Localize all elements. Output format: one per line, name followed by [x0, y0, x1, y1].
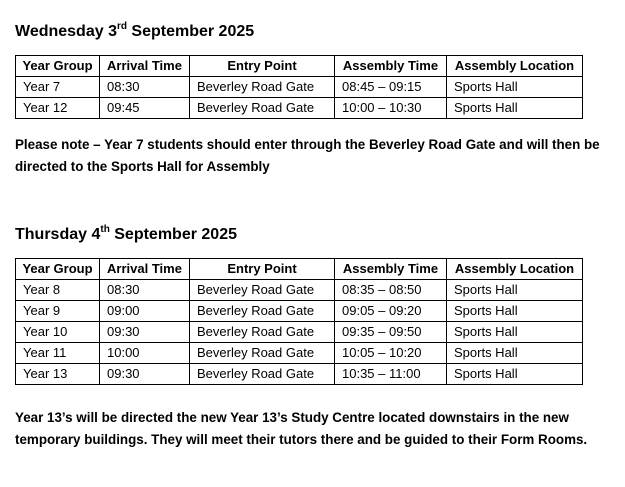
year-group-cell: Year 10	[16, 322, 100, 343]
day2-schedule-table	[15, 258, 583, 385]
column-header: Assembly Time	[335, 259, 447, 280]
assembly-location-cell: Sports Hall	[447, 364, 583, 385]
entry-point-cell: Beverley Road Gate	[190, 343, 335, 364]
day1-note: Please note – Year 7 students should enter through the Beverley Road Gate and will then be directed to the Sports Hall for Assembly	[15, 137, 600, 174]
arrival-time-cell: 09:45	[100, 98, 190, 119]
day1-schedule-table	[15, 55, 583, 119]
assembly-location-cell: Sports Hall	[447, 343, 583, 364]
entry-point-cell: Beverley Road Gate	[190, 322, 335, 343]
year-group-cell: Year 7	[16, 77, 100, 98]
entry-point-cell: Beverley Road Gate	[190, 98, 335, 119]
column-header: Year Group	[16, 259, 100, 280]
assembly-location-cell: Sports Hall	[447, 77, 583, 98]
year-group-cell: Year 12	[16, 98, 100, 119]
column-header: Entry Point	[190, 56, 335, 77]
assembly-location-cell: Sports Hall	[447, 301, 583, 322]
year-group-cell: Year 11	[16, 343, 100, 364]
table-row	[16, 364, 583, 385]
assembly-time-cell: 08:45 – 09:15	[335, 77, 447, 98]
day1-heading	[15, 22, 254, 42]
year-group-cell: Year 9	[16, 301, 100, 322]
year-group-cell: Year 13	[16, 364, 100, 385]
entry-point-cell: Beverley Road Gate	[190, 77, 335, 98]
assembly-time-cell: 10:00 – 10:30	[335, 98, 447, 119]
column-header: Assembly Time	[335, 56, 447, 77]
table-row	[16, 98, 583, 119]
day2-note: Year 13’s will be directed the new Year 13’s Study Centre located downstairs in the new temporary buildings. They will meet their tutors there and be guided to their Form Rooms.	[15, 410, 588, 447]
column-header: Assembly Location	[447, 56, 583, 77]
arrival-time-cell: 10:00	[100, 343, 190, 364]
arrival-time-cell: 08:30	[100, 280, 190, 301]
entry-point-cell: Beverley Road Gate	[190, 301, 335, 322]
assembly-time-cell: 10:35 – 11:00	[335, 364, 447, 385]
day1-heading-date: Wednesday 3	[15, 23, 117, 40]
table-row	[16, 343, 583, 364]
column-header: Year Group	[16, 56, 100, 77]
day1-heading-month-year: September 2025	[126, 23, 255, 40]
column-header: Assembly Location	[447, 259, 583, 280]
day2-heading-date: Thursday 4	[15, 226, 101, 243]
arrival-time-cell: 08:30	[100, 77, 190, 98]
assembly-location-cell: Sports Hall	[447, 322, 583, 343]
column-header: Arrival Time	[100, 56, 190, 77]
year-group-cell: Year 8	[16, 280, 100, 301]
assembly-time-cell: 09:35 – 09:50	[335, 322, 447, 343]
day2-heading	[15, 225, 237, 245]
assembly-time-cell: 08:35 – 08:50	[335, 280, 447, 301]
table-header-row	[16, 259, 583, 280]
entry-point-cell: Beverley Road Gate	[190, 280, 335, 301]
assembly-location-cell: Sports Hall	[447, 98, 583, 119]
entry-point-cell: Beverley Road Gate	[190, 364, 335, 385]
arrival-time-cell: 09:30	[100, 322, 190, 343]
day2-heading-month-year: September 2025	[109, 226, 237, 243]
column-header: Entry Point	[190, 259, 335, 280]
assembly-time-cell: 10:05 – 10:20	[335, 343, 447, 364]
day1-heading-ordinal: rd	[116, 20, 127, 32]
table-row	[16, 301, 583, 322]
arrival-time-cell: 09:00	[100, 301, 190, 322]
table-row	[16, 280, 583, 301]
table-header-row	[16, 56, 583, 77]
arrival-time-cell: 09:30	[100, 364, 190, 385]
assembly-time-cell: 09:05 – 09:20	[335, 301, 447, 322]
column-header: Arrival Time	[100, 259, 190, 280]
table-row	[16, 322, 583, 343]
day2-heading-ordinal: th	[100, 223, 110, 235]
assembly-location-cell: Sports Hall	[447, 280, 583, 301]
table-row	[16, 77, 583, 98]
